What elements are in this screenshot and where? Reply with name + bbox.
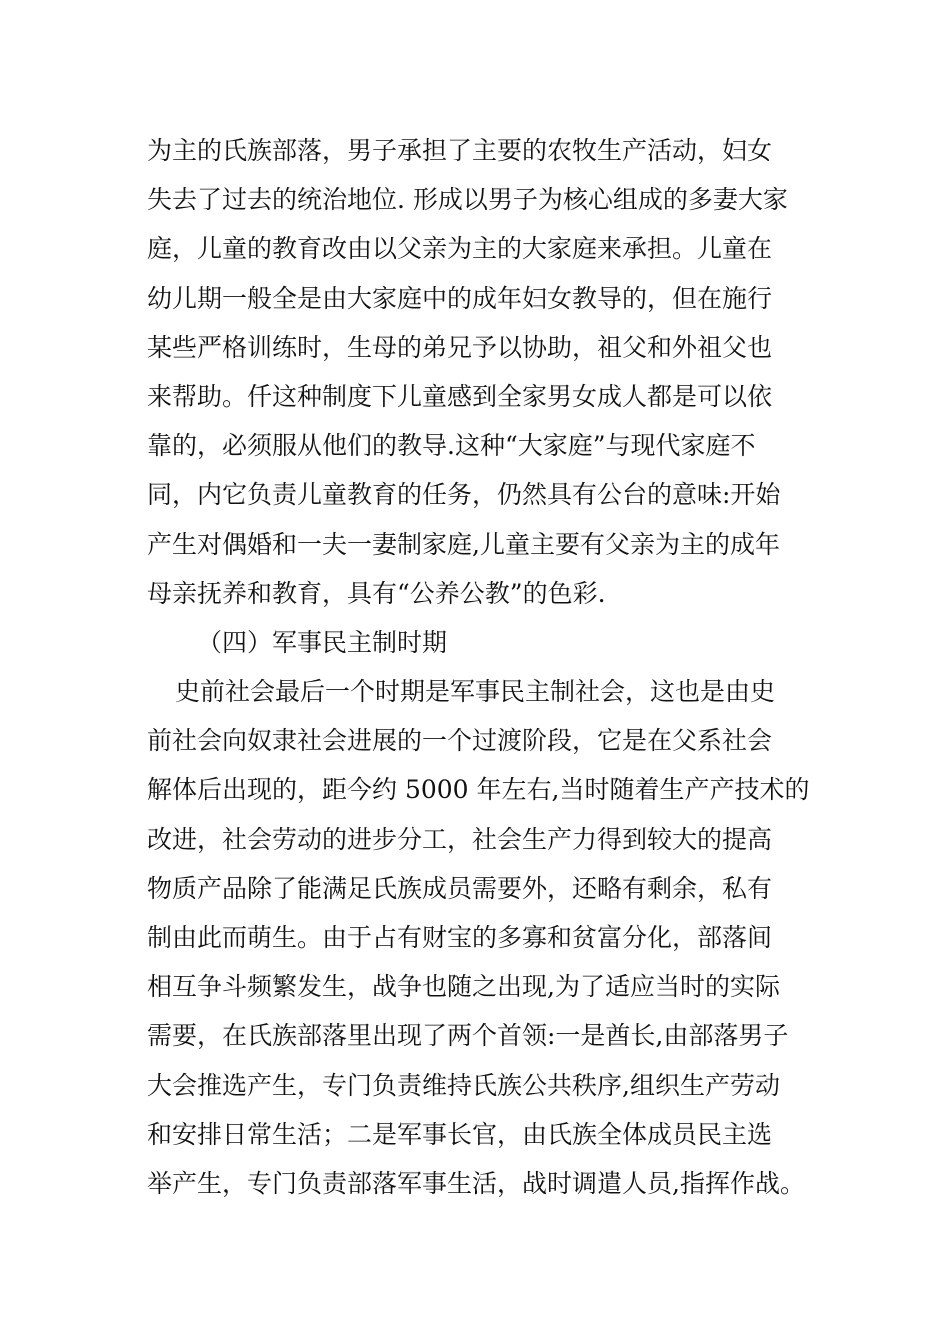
paragraph-1-line: 产生对偶婚和一夫一妻制家庭,儿童主要有父亲为主的成年 (147, 529, 780, 559)
paragraph-2-line: 史前社会最后一个时期是军事民主制社会，这也是由史 (175, 677, 776, 707)
paragraph-2-line: 举产生，专门负责部落军事生活，战时调遣人员,指挥作战。 (147, 1168, 805, 1198)
paragraph-2-line: 解体后出现的，距今约 5000 年左右,当时随着生产产技术的 (147, 775, 810, 805)
paragraph-2-line: 制由此而萌生。由于占有财宝的多寡和贫富分化，部落间 (147, 923, 773, 952)
paragraph-1-line: 同，内它负责儿童教育的任务，仍然具有公台的意味:开始 (147, 480, 781, 510)
paragraph-2-line: 物质产品除了能满足氏族成员需要外，还略有剩余，私有 (147, 873, 773, 903)
section-heading: （四）军事民主制时期 (197, 627, 448, 657)
paragraph-2-line: 相互争斗频繁发生，战争也随之出现,为了适应当时的实际 (147, 972, 780, 1002)
paragraph-1-line: 母亲抚养和教育，具有“公养公教”的色彩. (147, 578, 606, 608)
paragraph-1-line: 幼儿期一般全是由大家庭中的成年妇女教导的，但在施行 (147, 283, 773, 313)
paragraph-1-line: 靠的，必须服从他们的教导.这种“大家庭”与现代家庭不 (147, 431, 756, 461)
paragraph-2-line: 需要，在氏族部落里出现了两个首领:一是酋长,由部落男子 (147, 1021, 789, 1051)
paragraph-1-line: 来帮助。仟这种制度下儿童感到全家男女成人都是可以依 (147, 381, 773, 411)
paragraph-1-line: 为主的氏族部落，男子承担了主要的农牧生产活动，妇女 (147, 136, 773, 165)
paragraph-1-line: 某些严格训练时，生母的弟兄予以协助，祖父和外祖父也 (147, 332, 773, 362)
paragraph-2-line: 大会推选产生，专门负责维持氏族公共秩序,组织生产劳动 (147, 1070, 780, 1100)
paragraph-1-line: 失去了过去的统治地位. 形成以男子为核心组成的多妻大家 (147, 185, 788, 215)
paragraph-2-line: 和安排日常生活；二是军事长官，由氏族全体成员民主选 (147, 1119, 773, 1149)
paragraph-2-line: 改进，社会劳动的进步分工，社会生产力得到较大的提高 (147, 824, 773, 854)
paragraph-1-line: 庭，儿童的教育改由以父亲为主的大家庭来承担。儿童在 (147, 234, 773, 264)
paragraph-2-line: 前社会向奴隶社会进展的一个过渡阶段，它是在父系社会 (147, 726, 773, 756)
document-body (147, 126, 837, 1208)
